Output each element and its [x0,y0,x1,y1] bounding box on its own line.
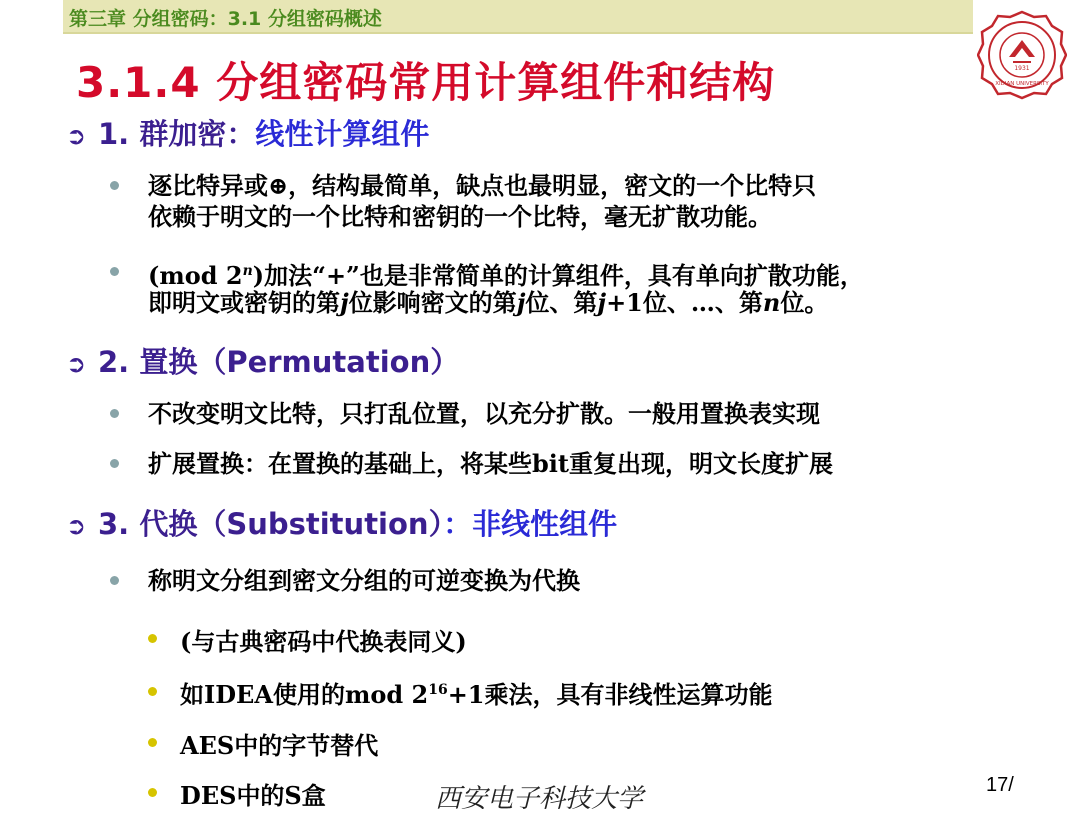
section-1-heading: ➲ 1. 群加密：线性计算组件 [66,117,430,151]
section-2-heading: ➲ 2. 置换（Permutation） [66,345,460,379]
arrow-bullet-icon: ➲ [66,512,87,540]
university-seal-logo [977,10,1067,100]
bullet-text-line: 逐比特异或⊕，结构最简单，缺点也最明显，密文的一个比特只 [148,171,817,200]
svg-text:XIDIAN UNIVERSITY: XIDIAN UNIVERSITY [995,81,1049,87]
bullet-dot-icon [110,409,119,418]
svg-text:1931: 1931 [1014,65,1030,72]
bullet-dot-icon [110,267,119,276]
bullet-text-line: 不改变明文比特，只打乱位置，以充分扩散。一般用置换表实现 [148,399,820,428]
bullet-dot-icon [110,576,119,585]
bullet-text-line: 依赖于明文的一个比特和密钥的一个比特，毫无扩散功能。 [148,202,772,231]
sub-bullet-dot-icon [148,687,157,696]
sub-bullet-dot-icon [148,634,157,643]
bullet-text-line: 扩展置换：在置换的基础上，将某些bit重复出现，明文长度扩展 [148,449,833,478]
chapter-label: 第三章 分组密码：3.1 分组密码概述 [69,8,382,30]
bullet-dot-icon [110,181,119,190]
section-3-heading: ➲ 3. 代换（Substitution）：非线性组件 [66,507,618,541]
slide-title: 3.1.4 分组密码常用计算组件和结构 [76,58,776,107]
page-number: 17/ [986,774,1014,796]
bullet-text-line: 称明文分组到密文分组的可逆变换为代换 [148,566,580,595]
university-signature: 西安电子科技大学 [435,784,644,814]
sub-bullet-dot-icon [148,738,157,747]
arrow-bullet-icon: ➲ [66,350,87,378]
sub-bullet-dot-icon [148,788,157,797]
arrow-bullet-icon: ➲ [66,122,87,150]
bullet-text-line: (mod 2$^n$)加法“+”也是非常简单的计算组件，具有单向扩散功能， [148,261,864,290]
bullet-dot-icon [110,459,119,468]
chapter-header [63,0,973,34]
bullet-text-line: 即明文或密钥的第j位影响密文的第j位、第j+1位、…、第n位。 [148,288,829,317]
